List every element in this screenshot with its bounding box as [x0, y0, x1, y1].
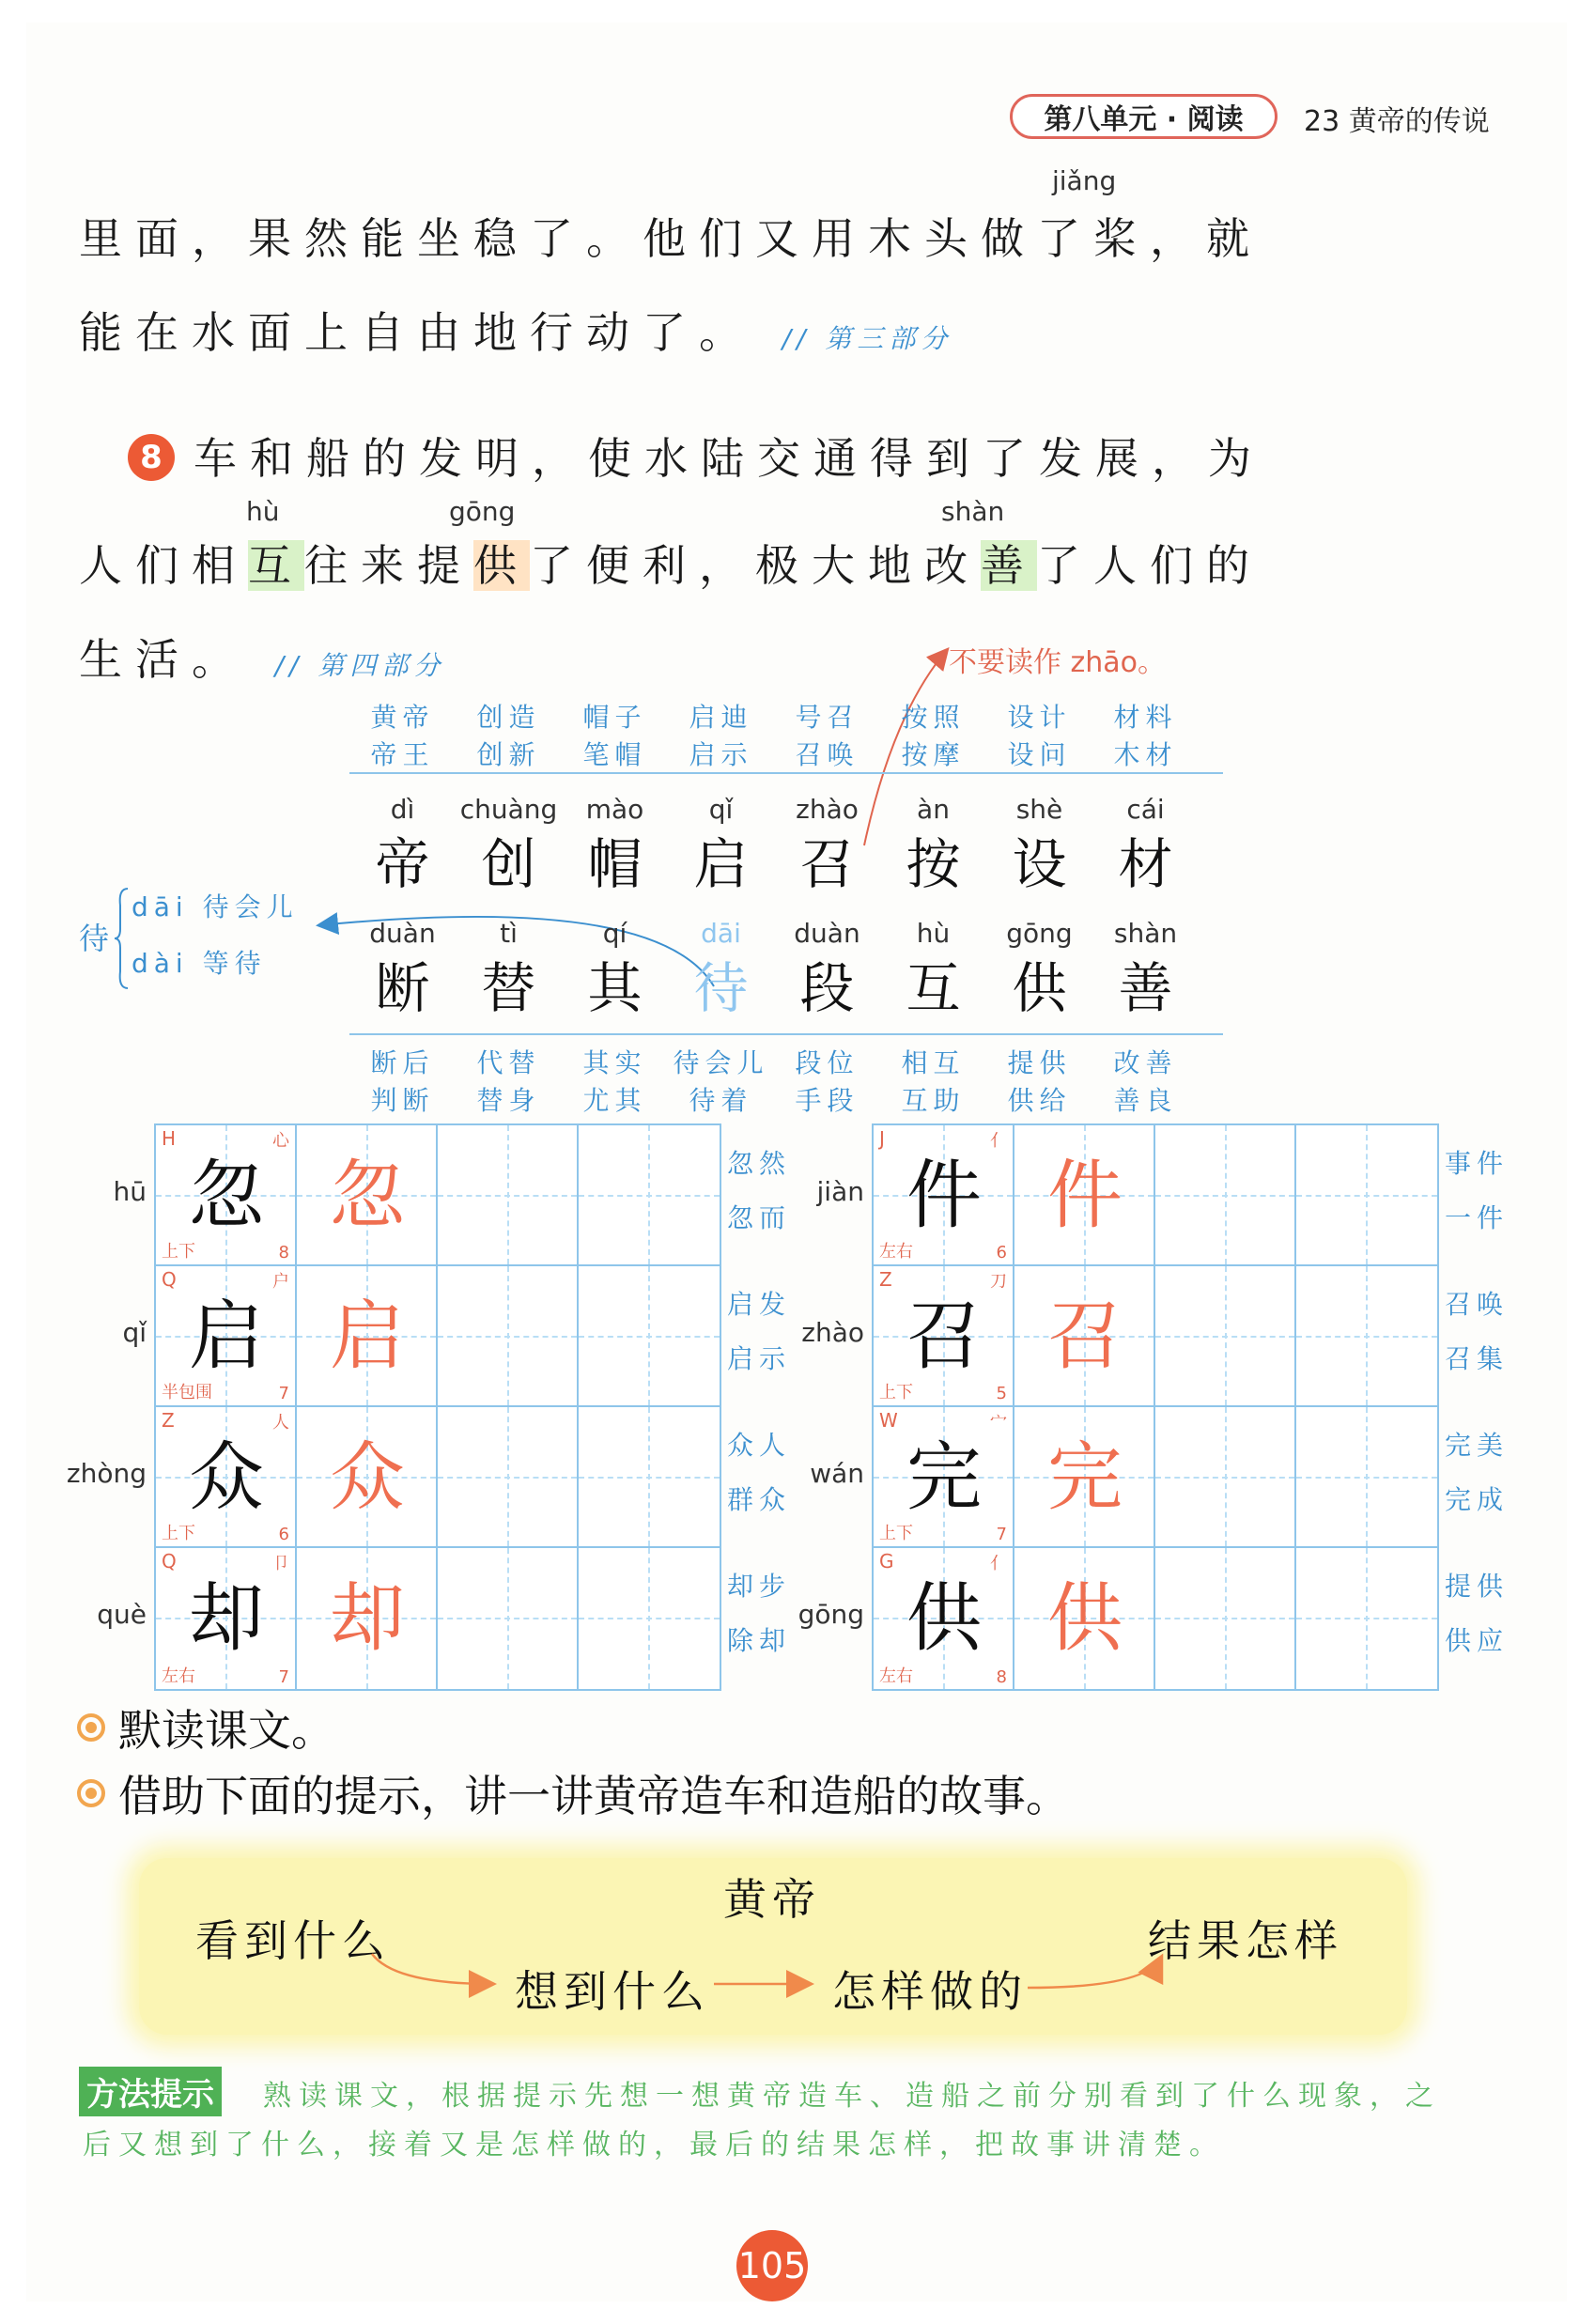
- word: 号召: [795, 702, 859, 733]
- radical: 宀: [990, 1413, 1007, 1433]
- story-step-see: 看到什么: [195, 1915, 391, 1966]
- pinyin-gong: gōng: [449, 496, 516, 527]
- grid-word: 完美: [1445, 1430, 1510, 1461]
- word: 帝王: [370, 739, 435, 770]
- char: 按: [906, 832, 961, 896]
- char: 帝: [375, 832, 430, 896]
- model-character: 启: [189, 1293, 264, 1380]
- char-pinyin: mào: [585, 794, 644, 825]
- char-pinyin: zhào: [796, 794, 859, 825]
- char-pinyin: hù: [916, 918, 951, 949]
- model-character: 却: [189, 1574, 264, 1662]
- char: 帽: [587, 832, 643, 896]
- word: 尤其: [582, 1085, 647, 1116]
- text-line-5-main: 生活。: [79, 634, 248, 685]
- grid-pinyin: zhòng: [66, 1458, 147, 1489]
- structure: 左右: [879, 1666, 913, 1686]
- word: 创造: [476, 702, 541, 733]
- section-note-3: // 第三部分: [782, 323, 953, 354]
- structure: 左右: [879, 1242, 913, 1262]
- word: 替身: [476, 1085, 541, 1116]
- text-line-1: 里面，果然能坐稳了。他们又用木头做了桨，就: [79, 213, 1262, 264]
- word: 召唤: [795, 739, 859, 770]
- text-line-3-main: 车和船的发明，使水陆交通得到了发展，为: [194, 433, 1264, 484]
- structure: 半包围: [162, 1383, 212, 1402]
- word: 帽子: [582, 702, 647, 733]
- text-seg: 人们相: [79, 540, 248, 591]
- radical: 亻: [990, 1554, 1007, 1573]
- pinyin-hu: hù: [246, 496, 280, 527]
- char: 召: [799, 832, 855, 896]
- grid-word: 完成: [1445, 1484, 1510, 1515]
- lesson-title: 23 黄帝的传说: [1304, 105, 1490, 138]
- page-number: 105: [736, 2230, 808, 2301]
- char-pinyin: dì: [390, 794, 415, 825]
- grid-word: 供应: [1445, 1625, 1510, 1656]
- index-letter: G: [879, 1550, 894, 1573]
- grid-pinyin: wán: [810, 1458, 864, 1489]
- structure: 上下: [162, 1242, 195, 1262]
- char: 供: [1012, 956, 1067, 1020]
- section-note-4: // 第四部分: [274, 650, 446, 681]
- word: 木材: [1113, 739, 1178, 770]
- trace-character: 供: [1047, 1574, 1123, 1662]
- grid-pinyin: hū: [113, 1176, 147, 1207]
- radical: 卩: [272, 1554, 289, 1573]
- word: 设问: [1007, 739, 1072, 770]
- grid-word: 忽而: [727, 1202, 792, 1233]
- polyphone-reading-2: dài 等待: [132, 948, 267, 979]
- structure: 上下: [879, 1524, 913, 1543]
- word: 创新: [476, 739, 541, 770]
- word: 待会儿: [673, 1047, 769, 1078]
- char: 善: [1118, 956, 1173, 1020]
- index-letter: J: [879, 1127, 885, 1150]
- char-pinyin: tì: [500, 918, 518, 949]
- grid-word: 事件: [1445, 1148, 1510, 1179]
- grid-word: 却步: [727, 1571, 792, 1602]
- polyphone-char: 待: [79, 921, 116, 956]
- grid-pinyin: què: [97, 1599, 147, 1630]
- grid-word: 启示: [727, 1343, 792, 1374]
- model-character: 完: [906, 1433, 982, 1521]
- char: 启: [693, 832, 749, 896]
- word: 黄帝: [370, 702, 435, 733]
- char-pinyin: chuàng: [459, 794, 558, 825]
- text-seg: 了便利，极大地改: [530, 540, 981, 591]
- word: 供给: [1007, 1085, 1072, 1116]
- pinyin-jiang: jiǎng: [1052, 165, 1117, 196]
- trace-character: 启: [330, 1293, 405, 1380]
- word: 笔帽: [582, 739, 647, 770]
- word: 材料: [1113, 702, 1178, 733]
- grid-pinyin: jiàn: [816, 1176, 864, 1207]
- stroke-count: 7: [278, 1384, 289, 1403]
- paragraph-number: 8: [128, 434, 175, 481]
- radical: 人: [272, 1413, 289, 1433]
- char-pinyin: qǐ: [708, 794, 734, 825]
- highlight-gong: 供: [473, 540, 530, 591]
- char-pinyin: àn: [917, 794, 950, 825]
- stroke-count: 8: [278, 1243, 289, 1263]
- trace-character: 却: [330, 1574, 405, 1662]
- model-character: 众: [189, 1433, 264, 1521]
- grid-word: 一件: [1445, 1202, 1510, 1233]
- char: 段: [799, 956, 855, 1020]
- char-pinyin: cái: [1126, 794, 1165, 825]
- text-seg: 了人们的: [1037, 540, 1262, 591]
- stroke-count: 8: [996, 1667, 1007, 1687]
- highlight-shan: 善: [981, 540, 1037, 591]
- radical: 亻: [990, 1131, 1007, 1151]
- grid-word: 提供: [1445, 1571, 1510, 1602]
- char-pinyin: gōng: [1006, 918, 1073, 949]
- word: 善良: [1113, 1085, 1178, 1116]
- char: 替: [481, 956, 536, 1020]
- word: 手段: [795, 1085, 859, 1116]
- trace-character: 件: [1047, 1152, 1123, 1239]
- index-letter: H: [162, 1127, 177, 1150]
- grid-word: 召唤: [1445, 1289, 1510, 1320]
- stroke-count: 7: [278, 1667, 289, 1687]
- word: 提供: [1007, 1047, 1072, 1078]
- word: 段位: [795, 1047, 859, 1078]
- model-character: 忽: [189, 1152, 264, 1239]
- pronunciation-warning: 不要读作 zhāo。: [949, 646, 1167, 679]
- grid-word: 忽然: [727, 1148, 792, 1179]
- char-pinyin: shàn: [1113, 918, 1178, 949]
- stroke-count: 6: [278, 1525, 289, 1544]
- radical: 刀: [990, 1272, 1007, 1292]
- char: 创: [481, 832, 536, 896]
- char: 其: [587, 956, 643, 1020]
- grid-word: 召集: [1445, 1343, 1510, 1374]
- word: 改善: [1113, 1047, 1178, 1078]
- text-line-2-main: 能在水面上自由地行动了。: [79, 307, 755, 358]
- text-seg: 往来提: [304, 540, 473, 591]
- word: 按照: [901, 702, 966, 733]
- word: 待着: [689, 1085, 753, 1116]
- word: 启迪: [689, 702, 753, 733]
- task-text: 借助下面的提示，讲一讲黄帝造车和造船的故事。: [118, 1771, 1069, 1821]
- word: 其实: [582, 1047, 647, 1078]
- word: 互助: [901, 1085, 966, 1116]
- char: 待: [693, 956, 749, 1020]
- grid-word: 群众: [727, 1484, 792, 1515]
- word: 设计: [1007, 702, 1072, 733]
- highlight-hu: 互: [248, 540, 304, 591]
- grid-word: 启发: [727, 1289, 792, 1320]
- index-letter: Q: [162, 1268, 177, 1291]
- method-tip-label: 方法提示: [79, 2067, 222, 2116]
- char: 设: [1012, 832, 1067, 896]
- char: 断: [375, 956, 430, 1020]
- structure: 上下: [879, 1383, 913, 1402]
- pinyin-shan: shàn: [941, 496, 1005, 527]
- trace-character: 完: [1047, 1433, 1123, 1521]
- task-text: 默读课文。: [118, 1705, 334, 1756]
- index-letter: W: [879, 1409, 898, 1432]
- trace-character: 众: [330, 1433, 405, 1521]
- word: 判断: [370, 1085, 435, 1116]
- structure: 左右: [162, 1666, 195, 1686]
- index-letter: Q: [162, 1550, 177, 1573]
- char-pinyin: qí: [602, 918, 627, 949]
- model-character: 召: [906, 1293, 982, 1380]
- story-step-think: 想到什么: [515, 1966, 710, 2017]
- radical: 心: [272, 1131, 289, 1151]
- stroke-count: 5: [996, 1384, 1007, 1403]
- grid-pinyin: gōng: [798, 1599, 864, 1630]
- trace-character: 召: [1047, 1293, 1123, 1380]
- structure: 上下: [162, 1524, 195, 1543]
- char-pinyin: shè: [1015, 794, 1063, 825]
- grid-word: 除却: [727, 1625, 792, 1656]
- grid-pinyin: qǐ: [122, 1317, 147, 1348]
- char: 互: [906, 956, 961, 1020]
- story-step-result: 结果怎样: [1148, 1915, 1343, 1966]
- word: 启示: [689, 739, 753, 770]
- trace-character: 忽: [330, 1152, 405, 1239]
- grid-pinyin: zhào: [801, 1317, 864, 1348]
- char-pinyin: duàn: [794, 918, 860, 949]
- word: 相互: [901, 1047, 966, 1078]
- story-step-do: 怎样做的: [832, 1966, 1028, 2017]
- radical: 户: [272, 1272, 289, 1292]
- word: 代替: [476, 1047, 541, 1078]
- index-letter: Z: [879, 1268, 892, 1291]
- method-tip-line-2: 后又想到了什么，接着又是怎样做的，最后的结果怎样，把故事讲清楚。: [83, 2129, 1225, 2161]
- model-character: 件: [906, 1152, 982, 1239]
- story-center: 黄帝: [723, 1874, 821, 1925]
- word: 断后: [370, 1047, 435, 1078]
- polyphone-reading-1: dāi 待会儿: [132, 891, 299, 922]
- method-tip-line-1: 熟读课文，根据提示先想一想黄帝造车、造船之前分别看到了什么现象，之: [263, 2080, 1441, 2113]
- char-pinyin: dāi: [701, 918, 741, 949]
- index-letter: Z: [162, 1409, 175, 1432]
- char: 材: [1118, 832, 1173, 896]
- stroke-count: 6: [996, 1243, 1007, 1263]
- word: 按摩: [901, 739, 966, 770]
- stroke-count: 7: [996, 1525, 1007, 1544]
- char-pinyin: duàn: [369, 918, 436, 949]
- model-character: 供: [906, 1574, 982, 1662]
- grid-word: 众人: [727, 1430, 792, 1461]
- unit-label: 第八单元 · 阅读: [1010, 94, 1278, 139]
